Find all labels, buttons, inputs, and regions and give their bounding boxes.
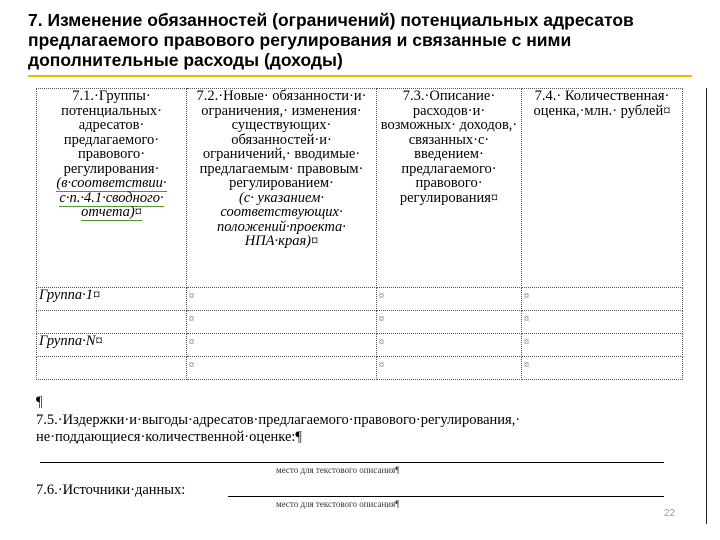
paragraph-mark: ¶ [36, 394, 43, 410]
title-underline [28, 75, 692, 77]
table-header-row [37, 89, 683, 288]
section-7-5: 7.5.·Издержки·и·выгоды·адресатов·предлагаемого·правового·регулирования,· не·поддающиеся·количественной·оценке:¶ [36, 412, 521, 445]
cell-mark: ¤ [379, 337, 384, 348]
cell-mark: ¤ [524, 360, 529, 371]
header-groups [37, 89, 187, 288]
text-line [40, 462, 664, 463]
cell-mark: ¤ [524, 291, 529, 302]
slide-title: 7. Изменение обязанностей (ограничений) потенциальных адресатов предлагаемого правового регулирования и связанные с ними дополнительные расходы (доходы) [28, 10, 634, 70]
table-row [37, 334, 683, 357]
header-obligations [187, 89, 377, 288]
page-number: 22 [664, 508, 676, 519]
section-7-6: 7.6.·Источники·данных: [36, 482, 186, 498]
cell-mark: ¤ [189, 360, 194, 371]
cell-mark: ¤ [189, 337, 194, 348]
header-estimate: 7.4.· Количественная· оценка,·млн.· рублей¤ [522, 89, 683, 288]
header-obligations-label: 7.2.·Новые· обязанности·и· ограничения,· изменения· существующих· обязанностей·и· ограничений,· вводимые· предлагаемым· правовым· регулированием· [196, 88, 367, 191]
obligations-table [36, 88, 683, 380]
header-expenses: 7.3.·Описание· расходов·и· возможных· доходов,· связанных·с· введением· предлагаемого· правового· регулирования¤ [377, 89, 522, 288]
cell-mark: ¤ [379, 360, 384, 371]
cell-mark: ¤ [189, 314, 194, 325]
cell-mark: ¤ [524, 337, 529, 348]
document-scan [30, 82, 680, 522]
cell-mark: ¤ [379, 291, 384, 302]
table-row [37, 288, 683, 311]
cell-mark: ¤ [379, 314, 384, 325]
table-row [37, 357, 683, 380]
header-obligations-note: (с· указанием· соответствующих· положений·проекта· НПА·края)¤ [217, 189, 346, 249]
table-row [37, 311, 683, 334]
text-line [228, 496, 664, 497]
row-group-1: Группа·1¤ [37, 288, 187, 311]
header-groups-label: 7.1.·Группы· потенциальных· адресатов· предлагаемого· правового· регулирования· [61, 88, 162, 177]
text-placeholder: место для текстового описания¶ [276, 465, 400, 475]
row-group-n: Группа·N¤ [37, 334, 187, 357]
page-margin-line [706, 88, 707, 524]
text-placeholder: место для текстового описания¶ [276, 499, 400, 509]
cell-mark: ¤ [189, 291, 194, 302]
header-groups-note: (в·соответствии· с·п.·4.1·сводного· отчета)¤ [56, 175, 167, 220]
cell-mark: ¤ [524, 314, 529, 325]
